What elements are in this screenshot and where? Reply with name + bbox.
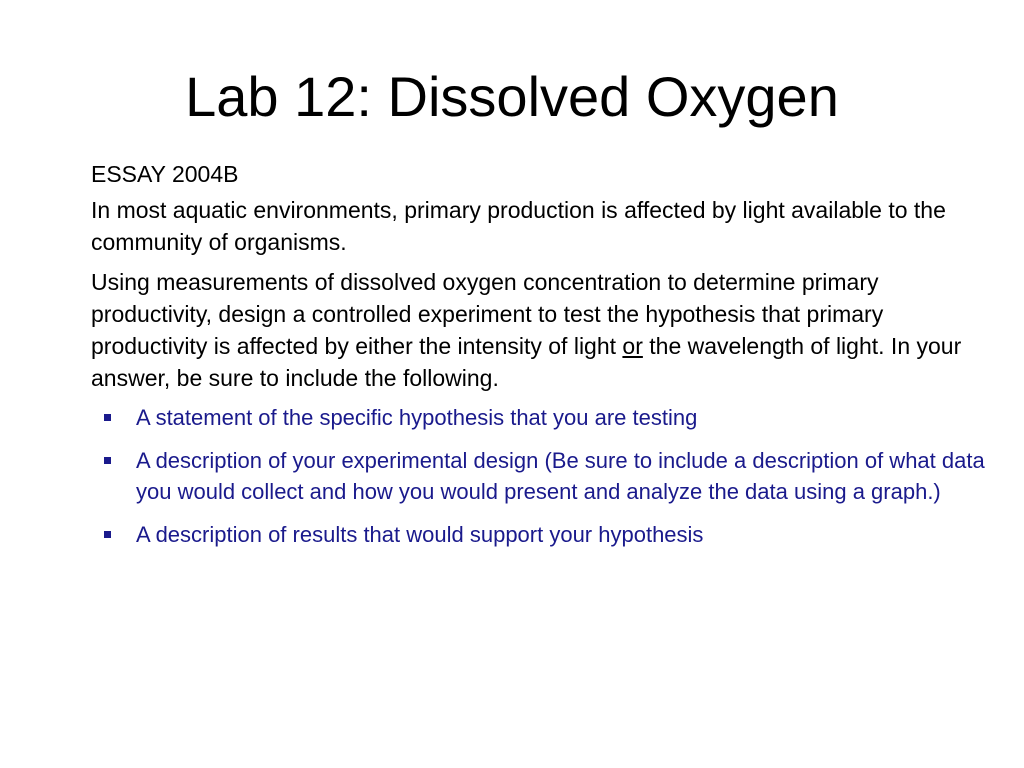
underlined-or: or xyxy=(622,333,643,359)
list-item-text: A statement of the specific hypothesis that you are testing xyxy=(136,405,698,430)
instructions-text-before: Using measurements of dissolved oxygen concentration to determine primary productivity, design a controlled experiment to test the hypothesis that primary productivity is affected by either the intensity of light xyxy=(91,269,884,359)
essay-label: ESSAY 2004B xyxy=(91,161,239,187)
list-item xyxy=(91,519,986,550)
square-bullet-icon xyxy=(104,414,111,421)
list-item-text: A description of results that would support your hypothesis xyxy=(136,522,704,547)
list-item xyxy=(91,445,986,507)
slide-body xyxy=(91,158,991,562)
square-bullet-icon xyxy=(104,457,111,464)
list-item-text: A description of your experimental design (Be sure to include a description of what data you would collect and how you would present and analyze the data using a graph.) xyxy=(136,448,985,504)
list-item xyxy=(91,402,986,433)
instructions-text-after: the wavelength of light. In your answer, be sure to include the following. xyxy=(91,333,962,391)
intro-paragraph: In most aquatic environments, primary production is affected by light available to the community of organisms. xyxy=(91,197,946,255)
slide-title: Lab 12: Dissolved Oxygen xyxy=(185,65,839,128)
instructions-paragraph xyxy=(91,266,991,394)
requirements-list xyxy=(91,402,991,550)
square-bullet-icon xyxy=(104,531,111,538)
